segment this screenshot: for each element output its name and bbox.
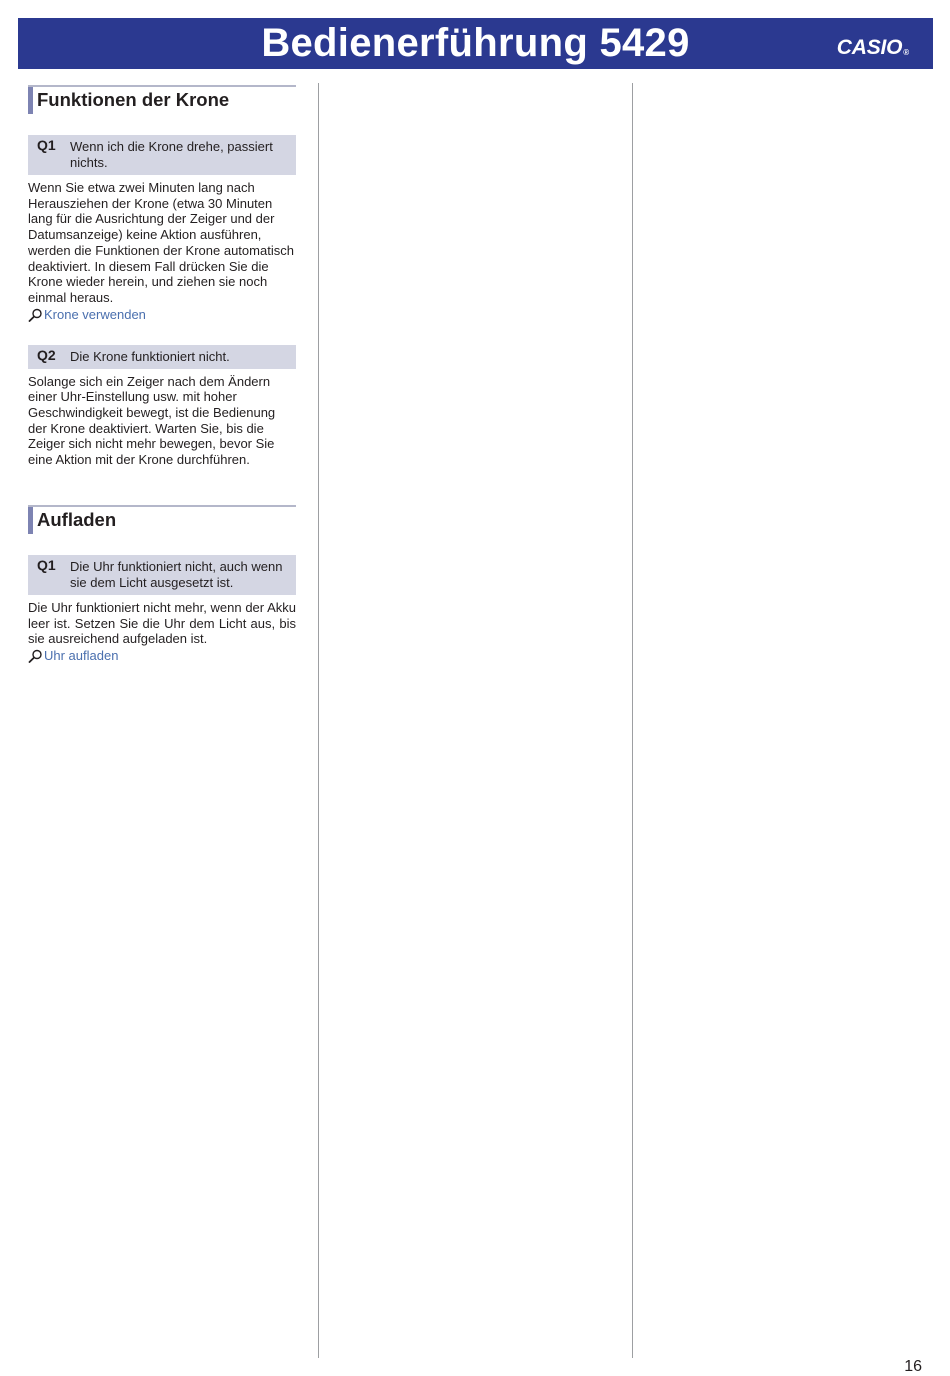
column-divider-left	[318, 83, 319, 1358]
question-text: Die Uhr funktioniert nicht, auch wenn sie dem Licht ausgesetzt ist.	[70, 558, 283, 590]
answer-text: Solange sich ein Zeiger nach dem Ändern einer Uhr-Einstellung usw. mit hoher Geschwindigkeit bewegt, ist die Bedienung der Krone deaktiviert. Warten Sie, bis die Zeiger sich nicht mehr bewegen, bevor Sie eine Aktion mit der Krone durchführen.	[28, 373, 276, 468]
question-box	[28, 555, 296, 595]
section-heading	[28, 505, 296, 534]
reference-link-label[interactable]: Uhr aufladen	[44, 647, 119, 663]
reference-link-label[interactable]: Krone verwenden	[44, 306, 146, 322]
section-accent-bar	[28, 507, 33, 534]
page-number: 16	[904, 1358, 922, 1375]
question-box	[28, 345, 296, 369]
answer-text: Wenn Sie etwa zwei Minuten lang nach Herausziehen der Krone (etwa 30 Minuten lang für die Ausrichtung der Zeiger und der Datumsanzeige) keine Aktion ausführen, werden die Funktionen der Krone automatisch deaktiviert. In diesem Fall drücken Sie die Krone wieder herein, und ziehen sie noch einmal heraus.	[28, 180, 294, 305]
section-title: Aufladen	[37, 508, 117, 530]
casio-logo	[837, 37, 909, 64]
column-divider-right	[632, 83, 633, 1358]
answer-text: Die Uhr funktioniert nicht mehr, wenn der Akku leer ist. Setzen Sie die Uhr dem Licht aus, bis sie ausreichend aufgeladen ist.	[28, 599, 296, 647]
document-title: Bedienerführung 5429	[261, 21, 690, 65]
reference-link[interactable]	[28, 307, 296, 323]
brand-name: CASIO	[836, 36, 903, 59]
content-column	[28, 85, 296, 664]
section-title: Funktionen der Krone	[37, 89, 230, 110]
question-number: Q1	[37, 137, 56, 153]
section-heading	[28, 85, 296, 114]
page-header	[18, 18, 933, 69]
question-text: Wenn ich die Krone drehe, passiert nichts.	[70, 139, 273, 170]
question-number: Q1	[37, 556, 56, 573]
question-box	[28, 135, 296, 175]
question-number: Q2	[37, 346, 56, 363]
magnifier-icon	[28, 649, 43, 663]
reference-link[interactable]	[28, 648, 296, 664]
section-accent-bar	[28, 87, 33, 114]
registered-mark: ®	[903, 48, 909, 57]
magnifier-icon	[28, 308, 43, 322]
question-text: Die Krone funktioniert nicht.	[70, 348, 230, 364]
